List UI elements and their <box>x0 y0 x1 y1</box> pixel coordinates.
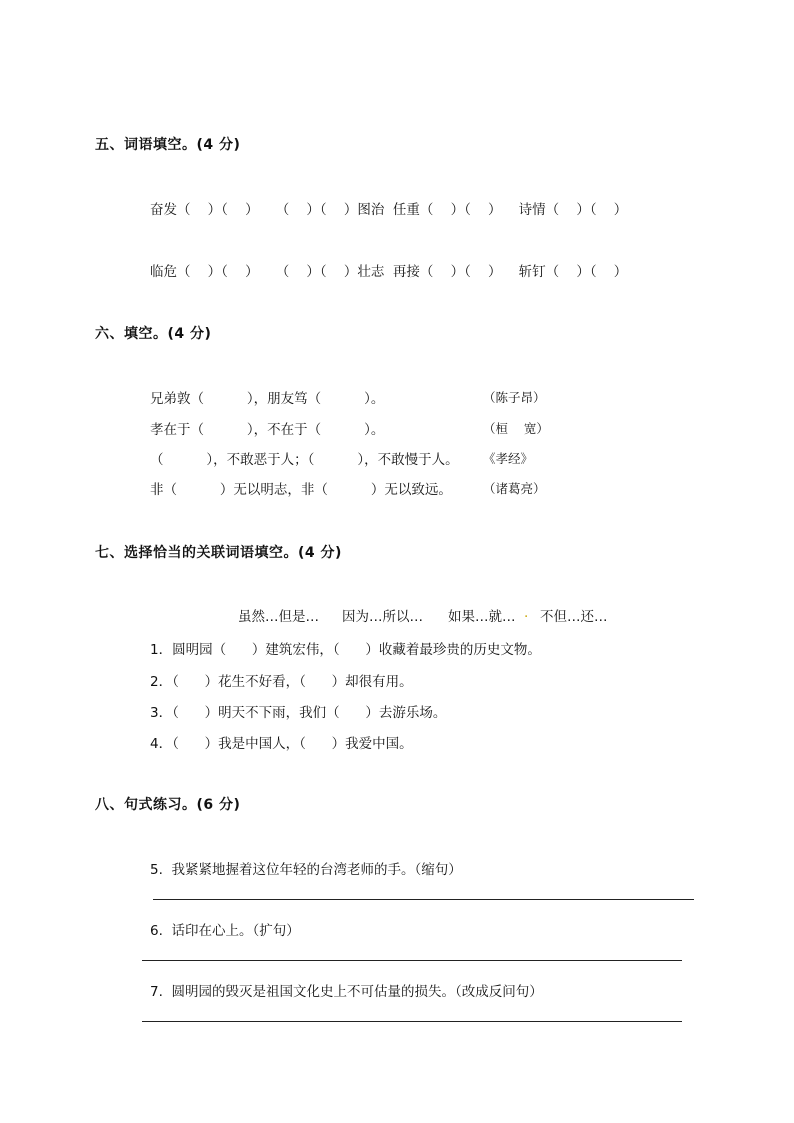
fill-line-3: （ ），不敢恶于人；（ ），不敢慢于人。 <box>150 452 459 468</box>
fill-source-4: （诸葛亮） <box>483 481 546 496</box>
sentence-item-7: 7. 圆明园的毁灭是祖国文化史上不可估量的损失。（改成反问句） <box>150 984 543 1000</box>
fill-line-1: 兄弟敦（ ），朋友笃（ ）。 <box>150 391 385 407</box>
fill-line-4: 非（ ）无以明志，非（ ）无以致远。 <box>150 482 452 498</box>
option-4: 不但…还… <box>540 609 608 625</box>
fill-line-2: 孝在于（ ），不在于（ ）。 <box>150 422 385 438</box>
section-5-heading: 五、词语填空。(4 分) <box>95 137 241 153</box>
answer-line-7 <box>142 1021 682 1022</box>
answer-line-5 <box>153 899 694 900</box>
sentence-item-6: 6. 话印在心上。（扩句） <box>150 923 300 939</box>
conj-item-1: 1．圆明园（ ）建筑宏伟，（ ）收藏着最珍贵的历史文物。 <box>150 642 541 658</box>
option-separator-dot: . <box>524 605 529 621</box>
idiom-row-2: 临危（ ）（ ） （ ）（ ）壮志 再接（ ）（ ） 斩钉（ ）（ ） <box>150 264 628 280</box>
answer-line-6 <box>142 960 682 961</box>
fill-source-1: （陈子昂） <box>483 390 546 405</box>
conj-item-3: 3．（ ）明天不下雨，我们（ ）去游乐场。 <box>150 705 447 721</box>
section-7-heading: 七、选择恰当的关联词语填空。(4 分) <box>95 545 342 561</box>
option-1: 虽然…但是… <box>238 609 319 625</box>
idiom-row-1: 奋发（ ）（ ） （ ）（ ）图治 任重（ ）（ ） 诗情（ ）（ ） <box>150 202 628 218</box>
sentence-item-5: 5. 我紧紧地握着这位年轻的台湾老师的手。（缩句） <box>150 862 462 878</box>
fill-source-2: （桓 宽） <box>483 421 549 436</box>
conj-item-4: 4．（ ）我是中国人，（ ）我爱中国。 <box>150 736 413 752</box>
conj-item-2: 2．（ ）花生不好看，（ ）却很有用。 <box>150 674 413 690</box>
option-2: 因为…所以… <box>342 609 423 625</box>
section-6-heading: 六、填空。(4 分) <box>95 326 212 342</box>
fill-source-3: 《孝经》 <box>483 451 534 466</box>
option-3: 如果…就… <box>448 609 516 625</box>
section-8-heading: 八、句式练习。(6 分) <box>95 797 241 813</box>
